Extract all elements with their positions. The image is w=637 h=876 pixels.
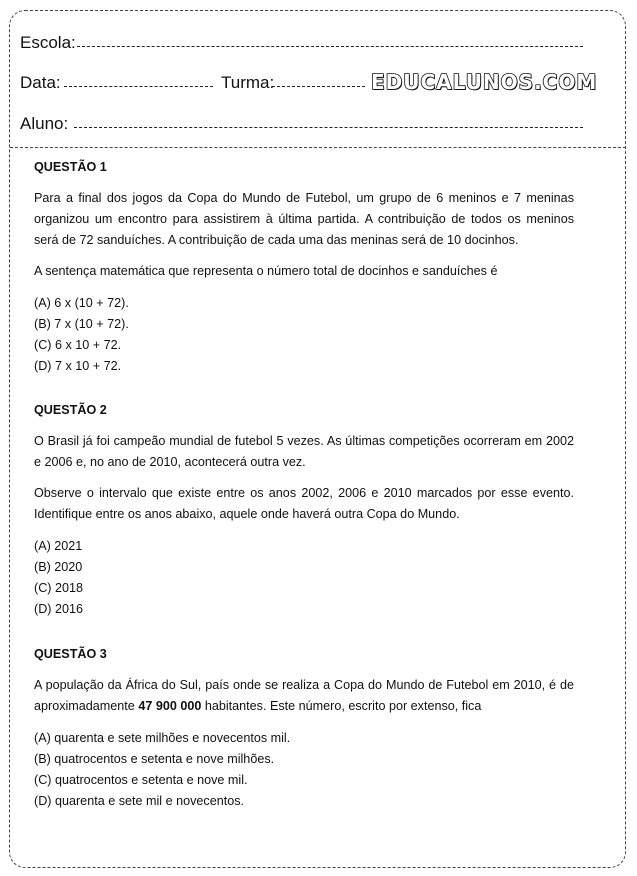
question-title: QUESTÃO 3 bbox=[34, 647, 107, 661]
school-field[interactable] bbox=[77, 46, 583, 47]
school-label: Escola: bbox=[20, 33, 76, 52]
option-a: (A) 6 x (10 + 72). bbox=[34, 296, 129, 310]
class-label: Turma: bbox=[221, 73, 275, 92]
option-a: (A) 2021 bbox=[34, 539, 83, 553]
student-label: Aluno: bbox=[20, 114, 69, 133]
option-d: (D) 7 x 10 + 72. bbox=[34, 359, 122, 373]
question-text-end: habitantes. Este número, escrito por extenso, fica bbox=[201, 699, 482, 713]
question-text bbox=[34, 675, 574, 717]
question-title: QUESTÃO 1 bbox=[34, 160, 107, 174]
question-text: Para a final dos jogos da Copa do Mundo de Futebol, um grupo de 6 meninos e 7 meninas organizou um encontro para assistirem à última partida. A contribuição de todos os meninos será de 72 sanduíches. A contribuição de cada uma das meninas será de 10 docinhos. bbox=[34, 191, 574, 247]
option-d: (D) quarenta e sete mil e novecentos. bbox=[34, 794, 245, 808]
date-field[interactable] bbox=[64, 86, 213, 87]
student-field[interactable] bbox=[74, 127, 583, 128]
questions-area bbox=[34, 157, 574, 812]
question-text: O Brasil já foi campeão mundial de futebol 5 vezes. As últimas competições ocorreram em 2002 e 2006 e, no ano de 2010, acontecerá outra vez. bbox=[34, 434, 574, 469]
question-prompt: Observe o intervalo que existe entre os anos 2002, 2006 e 2010 marcados por esse evento. Identifique entre os anos abaixo, aquele onde haverá outra Copa do Mundo. bbox=[34, 486, 574, 521]
population-number: 47 900 000 bbox=[138, 699, 202, 713]
option-c: (C) 6 x 10 + 72. bbox=[34, 338, 122, 352]
option-b: (B) quatrocentos e setenta e nove milhões. bbox=[34, 752, 275, 766]
question-text-start: A população da África do Sul, país onde se realiza a Copa do Mundo de Futebol em 2010, é de aproximadamente bbox=[34, 678, 574, 713]
option-b: (B) 2020 bbox=[34, 560, 83, 574]
option-a: (A) quarenta e sete milhões e novecentos mil. bbox=[34, 731, 291, 745]
option-c: (C) quatrocentos e setenta e nove mil. bbox=[34, 773, 248, 787]
question-3 bbox=[34, 644, 574, 812]
option-d: (D) 2016 bbox=[34, 602, 83, 616]
question-prompt: A sentença matemática que representa o número total de docinhos e sanduíches é bbox=[34, 264, 498, 278]
question-title: QUESTÃO 2 bbox=[34, 403, 107, 417]
class-field[interactable] bbox=[272, 86, 365, 87]
option-b: (B) 7 x (10 + 72). bbox=[34, 317, 129, 331]
question-1 bbox=[34, 157, 574, 377]
option-c: (C) 2018 bbox=[34, 581, 83, 595]
question-2 bbox=[34, 400, 574, 620]
header-divider bbox=[10, 147, 626, 148]
date-label: Data: bbox=[20, 73, 61, 92]
educalunos-logo: EDUCALUNOS.COM bbox=[371, 70, 598, 94]
